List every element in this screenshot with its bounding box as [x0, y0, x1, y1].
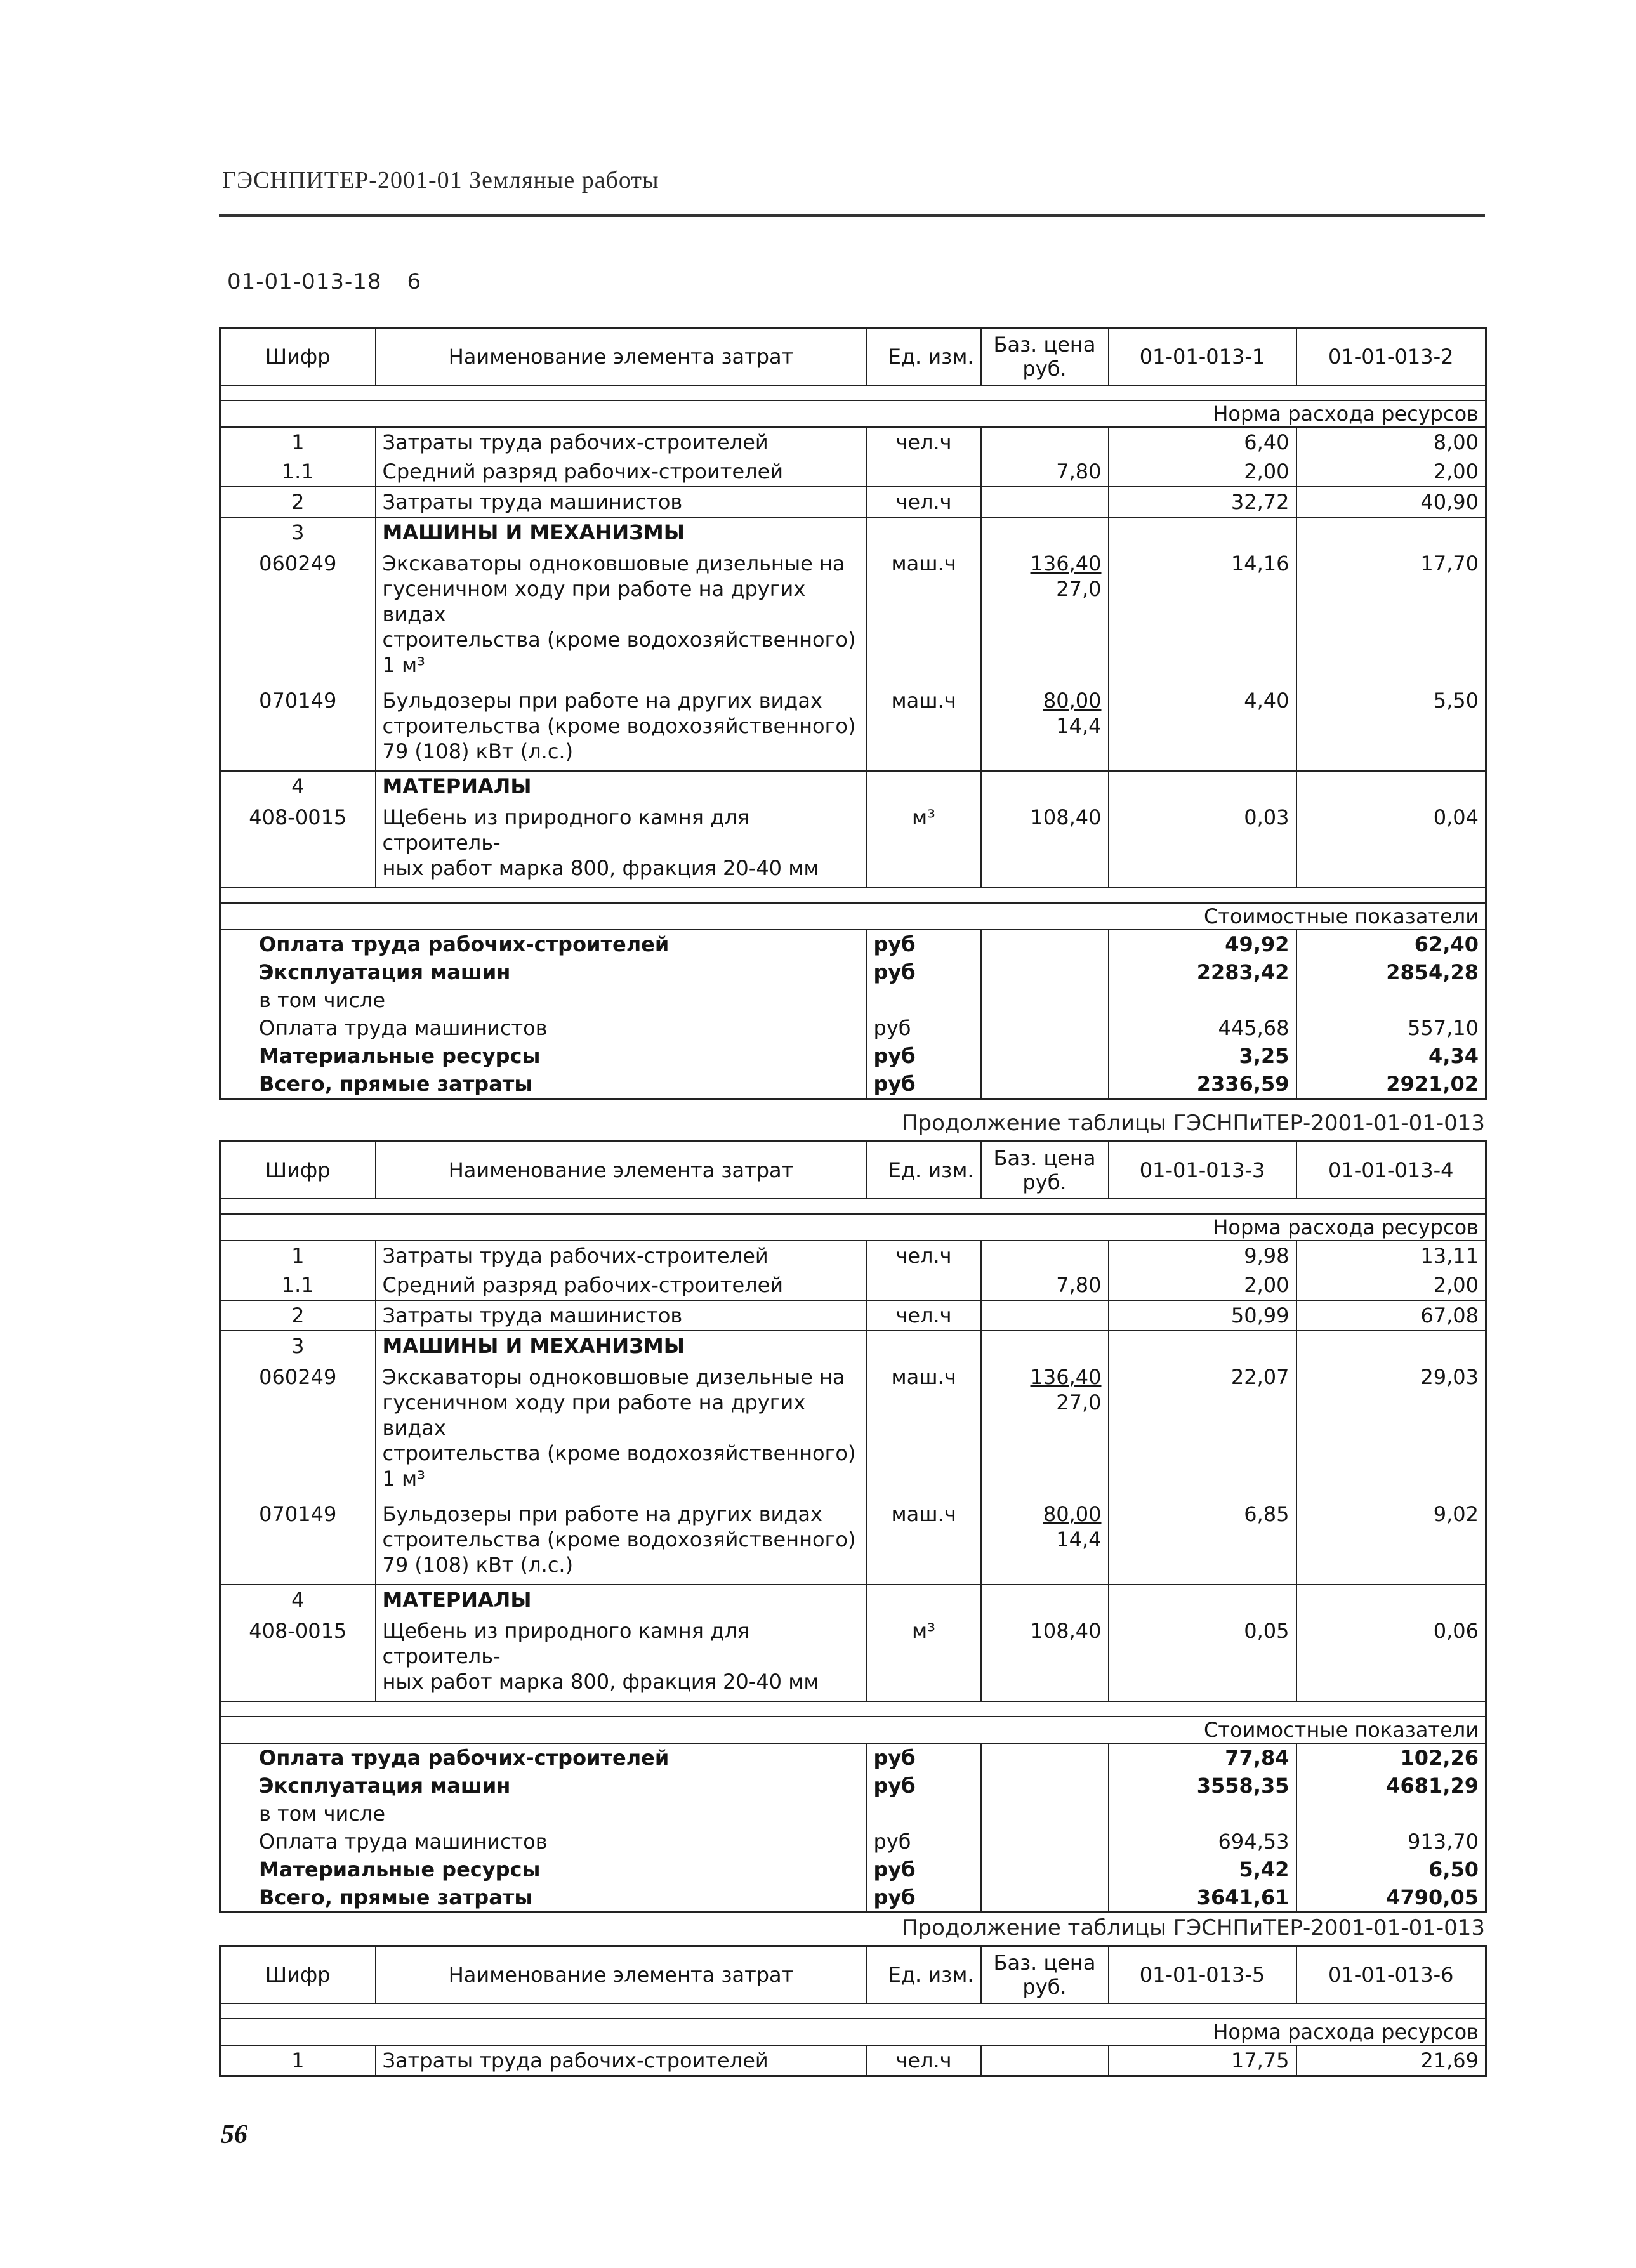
row-code: 1.1	[220, 1270, 376, 1300]
table-row	[220, 1270, 1486, 1300]
cost-label: Оплата труда машинистов	[259, 1830, 548, 1854]
row-value-b: 9,02	[1296, 1498, 1486, 1585]
cost-value-b: 557,10	[1296, 1014, 1486, 1042]
row-code: 408-0015	[220, 801, 376, 888]
cost-label: Всего, прямые затраты	[220, 1070, 867, 1099]
header-code: Шифр	[220, 328, 376, 386]
row-value-a: 6,85	[1109, 1498, 1296, 1585]
row-name: Бульдозеры при работе на других видах строительства (кроме водохозяйственного) 79 (108) кВт (л.с.)	[376, 1498, 867, 1585]
cost-value-a: 694,53	[1109, 1828, 1296, 1856]
cost-row	[220, 1743, 1486, 1772]
header-base-price-line2: руб.	[1022, 357, 1067, 381]
cost-label: Эксплуатация машин	[259, 1774, 511, 1798]
cost-value-a: 445,68	[1109, 1014, 1296, 1042]
cost-unit: руб	[867, 1070, 981, 1099]
table-header-row	[220, 328, 1486, 386]
cost-value-a: 49,92	[1109, 930, 1296, 958]
row-unit: чел.ч	[867, 2045, 981, 2076]
header-col-a: 01-01-013-5	[1109, 1946, 1296, 2004]
header-name: Наименование элемента затрат	[376, 1142, 867, 1199]
header-name: Наименование элемента затрат	[376, 328, 867, 386]
table-row	[220, 457, 1486, 487]
row-name: Затраты труда машинистов	[376, 487, 867, 517]
row-value-b: 21,69	[1296, 2045, 1486, 2076]
header-code: Шифр	[220, 1946, 376, 2004]
row-value-a: 9,98	[1109, 1241, 1296, 1270]
row-value-a: 4,40	[1109, 684, 1296, 771]
header-col-a: 01-01-013-1	[1109, 328, 1296, 386]
row-code: 408-0015	[220, 1614, 376, 1701]
row-name: МАТЕРИАЛЫ	[376, 771, 867, 801]
header-rule	[219, 214, 1485, 217]
header-unit: Ед. изм.	[867, 328, 981, 386]
row-unit	[867, 457, 981, 487]
row-name: Экскаваторы одноковшовые дизельные на гусеничном ходу при работе на других видах строительства (кроме водохозяйственного) 1 м³	[376, 547, 867, 684]
row-unit: чел.ч	[867, 427, 981, 457]
row-name: Затраты труда рабочих-строителей	[376, 2045, 867, 2076]
row-name: Затраты труда машинистов	[376, 1300, 867, 1331]
cost-label: в том числе	[259, 988, 385, 1012]
row-code: 1	[291, 2048, 305, 2073]
row-name: Затраты труда рабочих-строителей	[376, 1241, 867, 1270]
row-price: 108,40	[981, 1614, 1109, 1701]
table-3-grid	[219, 1945, 1487, 2077]
cost-label: Материальные ресурсы	[259, 1857, 541, 1882]
row-unit: маш.ч	[867, 1361, 981, 1498]
header-code: Шифр	[220, 1142, 376, 1199]
cost-value-b	[1296, 986, 1486, 1014]
row-price: 80,00 14,4	[981, 1498, 1109, 1585]
row-value-b: 17,70	[1296, 547, 1486, 684]
group-title-row	[220, 771, 1486, 801]
cost-value-a: 2336,59	[1109, 1070, 1296, 1099]
cost-label: Материальные ресурсы	[259, 1044, 541, 1068]
row-value-a: 17,75	[1109, 2045, 1296, 2076]
cost-row	[220, 1042, 1486, 1070]
row-value-b: 29,03	[1296, 1361, 1486, 1498]
cost-label: Оплата труда рабочих-строителей	[259, 932, 670, 956]
row-code: 1.1	[220, 457, 376, 487]
row-value-a: 0,03	[1109, 801, 1296, 888]
cost-row	[220, 1828, 1486, 1856]
row-name: МАТЕРИАЛЫ	[376, 1585, 867, 1614]
cost-unit: руб	[867, 1772, 981, 1800]
cost-unit	[867, 1800, 981, 1828]
header-unit: Ед. изм.	[867, 1946, 981, 2004]
row-value-b: 67,08	[1296, 1300, 1486, 1331]
row-value-b: 40,90	[1296, 487, 1486, 517]
table-row	[220, 2045, 1486, 2076]
cost-value-b	[1296, 1800, 1486, 1828]
row-code: 2	[220, 1300, 376, 1331]
header-unit: Ед. изм.	[867, 1142, 981, 1199]
row-unit: маш.ч	[867, 1498, 981, 1585]
row-unit: м³	[867, 1614, 981, 1701]
table-row	[220, 684, 1486, 771]
cost-unit	[867, 986, 981, 1014]
row-value-b: 13,11	[1296, 1241, 1486, 1270]
row-price: 108,40	[981, 801, 1109, 888]
row-code: 060249	[259, 551, 337, 576]
cost-row	[220, 1800, 1486, 1828]
header-base-price	[981, 1142, 1109, 1199]
row-name: Щебень из природного камня для строитель- ных работ марка 800, фракция 20-40 мм	[376, 801, 867, 888]
row-price	[981, 2045, 1109, 2076]
row-value-a: 32,72	[1109, 487, 1296, 517]
cost-row	[220, 1070, 1486, 1099]
page-title: ГЭСНПИТЕР-2001-01 Земляные работы	[222, 167, 659, 194]
row-unit: чел.ч	[867, 1300, 981, 1331]
doc-code-value: 01-01-013-18	[227, 269, 382, 294]
header-base-price-line2: руб.	[1022, 1975, 1067, 1999]
table-1-grid	[219, 327, 1487, 1100]
cost-unit: руб	[867, 1883, 981, 1913]
table-row	[220, 427, 1486, 457]
cost-label: Оплата труда машинистов	[259, 1016, 548, 1040]
cost-value-b: 4790,05	[1296, 1883, 1486, 1913]
section-norm-label: Норма расхода ресурсов	[220, 400, 1486, 427]
table-row	[220, 1300, 1486, 1331]
section-norm-label: Норма расхода ресурсов	[220, 2019, 1486, 2045]
cost-value-a: 3,25	[1109, 1042, 1296, 1070]
cost-row	[220, 1883, 1486, 1913]
row-value-b: 2,00	[1296, 457, 1486, 487]
table-2-grid	[219, 1140, 1487, 1913]
cost-row	[220, 1014, 1486, 1042]
section-cost-label: Стоимостные показатели	[220, 1717, 1486, 1743]
continuation-caption: Продолжение таблицы ГЭСНПиТЕР-2001-01-01-013	[901, 1915, 1485, 1941]
row-value-a: 50,99	[1109, 1300, 1296, 1331]
cost-value-a: 3641,61	[1109, 1883, 1296, 1913]
row-name: Экскаваторы одноковшовые дизельные на гусеничном ходу при работе на других видах строительства (кроме водохозяйственного) 1 м³	[376, 1361, 867, 1498]
row-value-b: 8,00	[1296, 427, 1486, 457]
row-name: МАШИНЫ И МЕХАНИЗМЫ	[376, 1331, 867, 1361]
table-row	[220, 1241, 1486, 1270]
table-row	[220, 547, 1486, 684]
row-code: 4	[291, 1588, 305, 1612]
cost-label: в том числе	[259, 1802, 385, 1826]
cost-unit: руб	[867, 1828, 981, 1856]
table-header-row	[220, 1946, 1486, 2004]
row-value-a: 22,07	[1109, 1361, 1296, 1498]
cost-value-a: 5,42	[1109, 1856, 1296, 1883]
cost-row	[220, 1772, 1486, 1800]
row-unit	[867, 1270, 981, 1300]
cost-value-b: 4,34	[1296, 1042, 1486, 1070]
header-col-b: 01-01-013-2	[1296, 328, 1486, 386]
group-title-row	[220, 1585, 1486, 1614]
doc-code-suffix: 6	[407, 269, 422, 294]
cost-value-b: 6,50	[1296, 1856, 1486, 1883]
row-value-a: 2,00	[1109, 457, 1296, 487]
row-price	[981, 427, 1109, 457]
row-unit: чел.ч	[867, 1241, 981, 1270]
section-cost-label: Стоимостные показатели	[220, 903, 1486, 930]
table-row	[220, 1361, 1486, 1498]
row-value-a: 0,05	[1109, 1614, 1296, 1701]
row-code: 060249	[259, 1365, 337, 1389]
doc-code	[227, 269, 421, 294]
row-price	[981, 1241, 1109, 1270]
row-unit: чел.ч	[867, 487, 981, 517]
row-price: 7,80	[981, 457, 1109, 487]
row-value-a: 14,16	[1109, 547, 1296, 684]
row-code: 3	[291, 1334, 305, 1358]
page-number: 56	[221, 2120, 247, 2149]
header-base-price	[981, 328, 1109, 386]
cost-value-a: 77,84	[1109, 1743, 1296, 1772]
cost-label: Оплата труда рабочих-строителей	[259, 1746, 670, 1770]
header-base-price-line1: Баз. цена	[993, 333, 1096, 357]
cost-value-a	[1109, 1800, 1296, 1828]
header-base-price-line1: Баз. цена	[993, 1951, 1096, 1975]
cost-value-b: 2854,28	[1296, 958, 1486, 986]
cost-row	[220, 930, 1486, 958]
row-value-a: 2,00	[1109, 1270, 1296, 1300]
row-code: 1	[291, 430, 305, 454]
row-name: Средний разряд рабочих-строителей	[376, 1270, 867, 1300]
row-price	[981, 487, 1109, 517]
row-value-a: 6,40	[1109, 427, 1296, 457]
row-value-b: 5,50	[1296, 684, 1486, 771]
cost-row	[220, 1856, 1486, 1883]
row-price: 7,80	[981, 1270, 1109, 1300]
resource-table-3	[219, 1945, 1485, 2077]
cost-label: Всего, прямые затраты	[220, 1883, 867, 1913]
row-name: Бульдозеры при работе на других видах строительства (кроме водохозяйственного) 79 (108) кВт (л.с.)	[376, 684, 867, 771]
table-row	[220, 801, 1486, 888]
cost-row	[220, 986, 1486, 1014]
row-code: 2	[220, 487, 376, 517]
resource-table-2	[219, 1140, 1485, 1913]
row-unit: м³	[867, 801, 981, 888]
table-row	[220, 1498, 1486, 1585]
row-name: МАШИНЫ И МЕХАНИЗМЫ	[376, 517, 867, 547]
section-norm-label: Норма расхода ресурсов	[220, 1214, 1486, 1241]
header-base-price	[981, 1946, 1109, 2004]
resource-table-1	[219, 327, 1485, 1100]
row-value-b: 0,06	[1296, 1614, 1486, 1701]
row-unit: маш.ч	[867, 684, 981, 771]
row-price: 136,40 27,0	[981, 1361, 1109, 1498]
row-name: Средний разряд рабочих-строителей	[376, 457, 867, 487]
table-row	[220, 1614, 1486, 1701]
row-code: 070149	[220, 684, 376, 771]
cost-value-b: 913,70	[1296, 1828, 1486, 1856]
cost-unit: руб	[867, 930, 981, 958]
cost-value-b: 4681,29	[1296, 1772, 1486, 1800]
row-name: Затраты труда рабочих-строителей	[376, 427, 867, 457]
cost-value-b: 102,26	[1296, 1743, 1486, 1772]
cost-value-b: 2921,02	[1296, 1070, 1486, 1099]
row-price	[981, 1300, 1109, 1331]
row-value-b: 0,04	[1296, 801, 1486, 888]
header-col-b: 01-01-013-4	[1296, 1142, 1486, 1199]
continuation-caption: Продолжение таблицы ГЭСНПиТЕР-2001-01-01-013	[901, 1111, 1485, 1136]
row-unit: маш.ч	[867, 547, 981, 684]
row-code: 4	[291, 774, 305, 798]
row-price: 136,40 27,0	[981, 547, 1109, 684]
cost-value-a: 2283,42	[1109, 958, 1296, 986]
cost-unit: руб	[867, 1743, 981, 1772]
cost-row	[220, 958, 1486, 986]
cost-value-a	[1109, 986, 1296, 1014]
row-code: 070149	[220, 1498, 376, 1585]
header-col-b: 01-01-013-6	[1296, 1946, 1486, 2004]
header-col-a: 01-01-013-3	[1109, 1142, 1296, 1199]
cost-unit: руб	[867, 1856, 981, 1883]
header-base-price-line2: руб.	[1022, 1170, 1067, 1194]
group-title-row	[220, 517, 1486, 547]
cost-unit: руб	[867, 1014, 981, 1042]
header-base-price-line1: Баз. цена	[993, 1146, 1096, 1170]
header-name: Наименование элемента затрат	[376, 1946, 867, 2004]
row-price: 80,00 14,4	[981, 684, 1109, 771]
cost-unit: руб	[867, 1042, 981, 1070]
table-header-row	[220, 1142, 1486, 1199]
row-code: 1	[291, 1244, 305, 1268]
cost-value-a: 3558,35	[1109, 1772, 1296, 1800]
cost-label: Эксплуатация машин	[259, 960, 511, 984]
cost-unit: руб	[867, 958, 981, 986]
row-value-b: 2,00	[1296, 1270, 1486, 1300]
cost-value-b: 62,40	[1296, 930, 1486, 958]
table-row	[220, 487, 1486, 517]
row-name: Щебень из природного камня для строитель- ных работ марка 800, фракция 20-40 мм	[376, 1614, 867, 1701]
row-code: 3	[291, 520, 305, 544]
group-title-row	[220, 1331, 1486, 1361]
